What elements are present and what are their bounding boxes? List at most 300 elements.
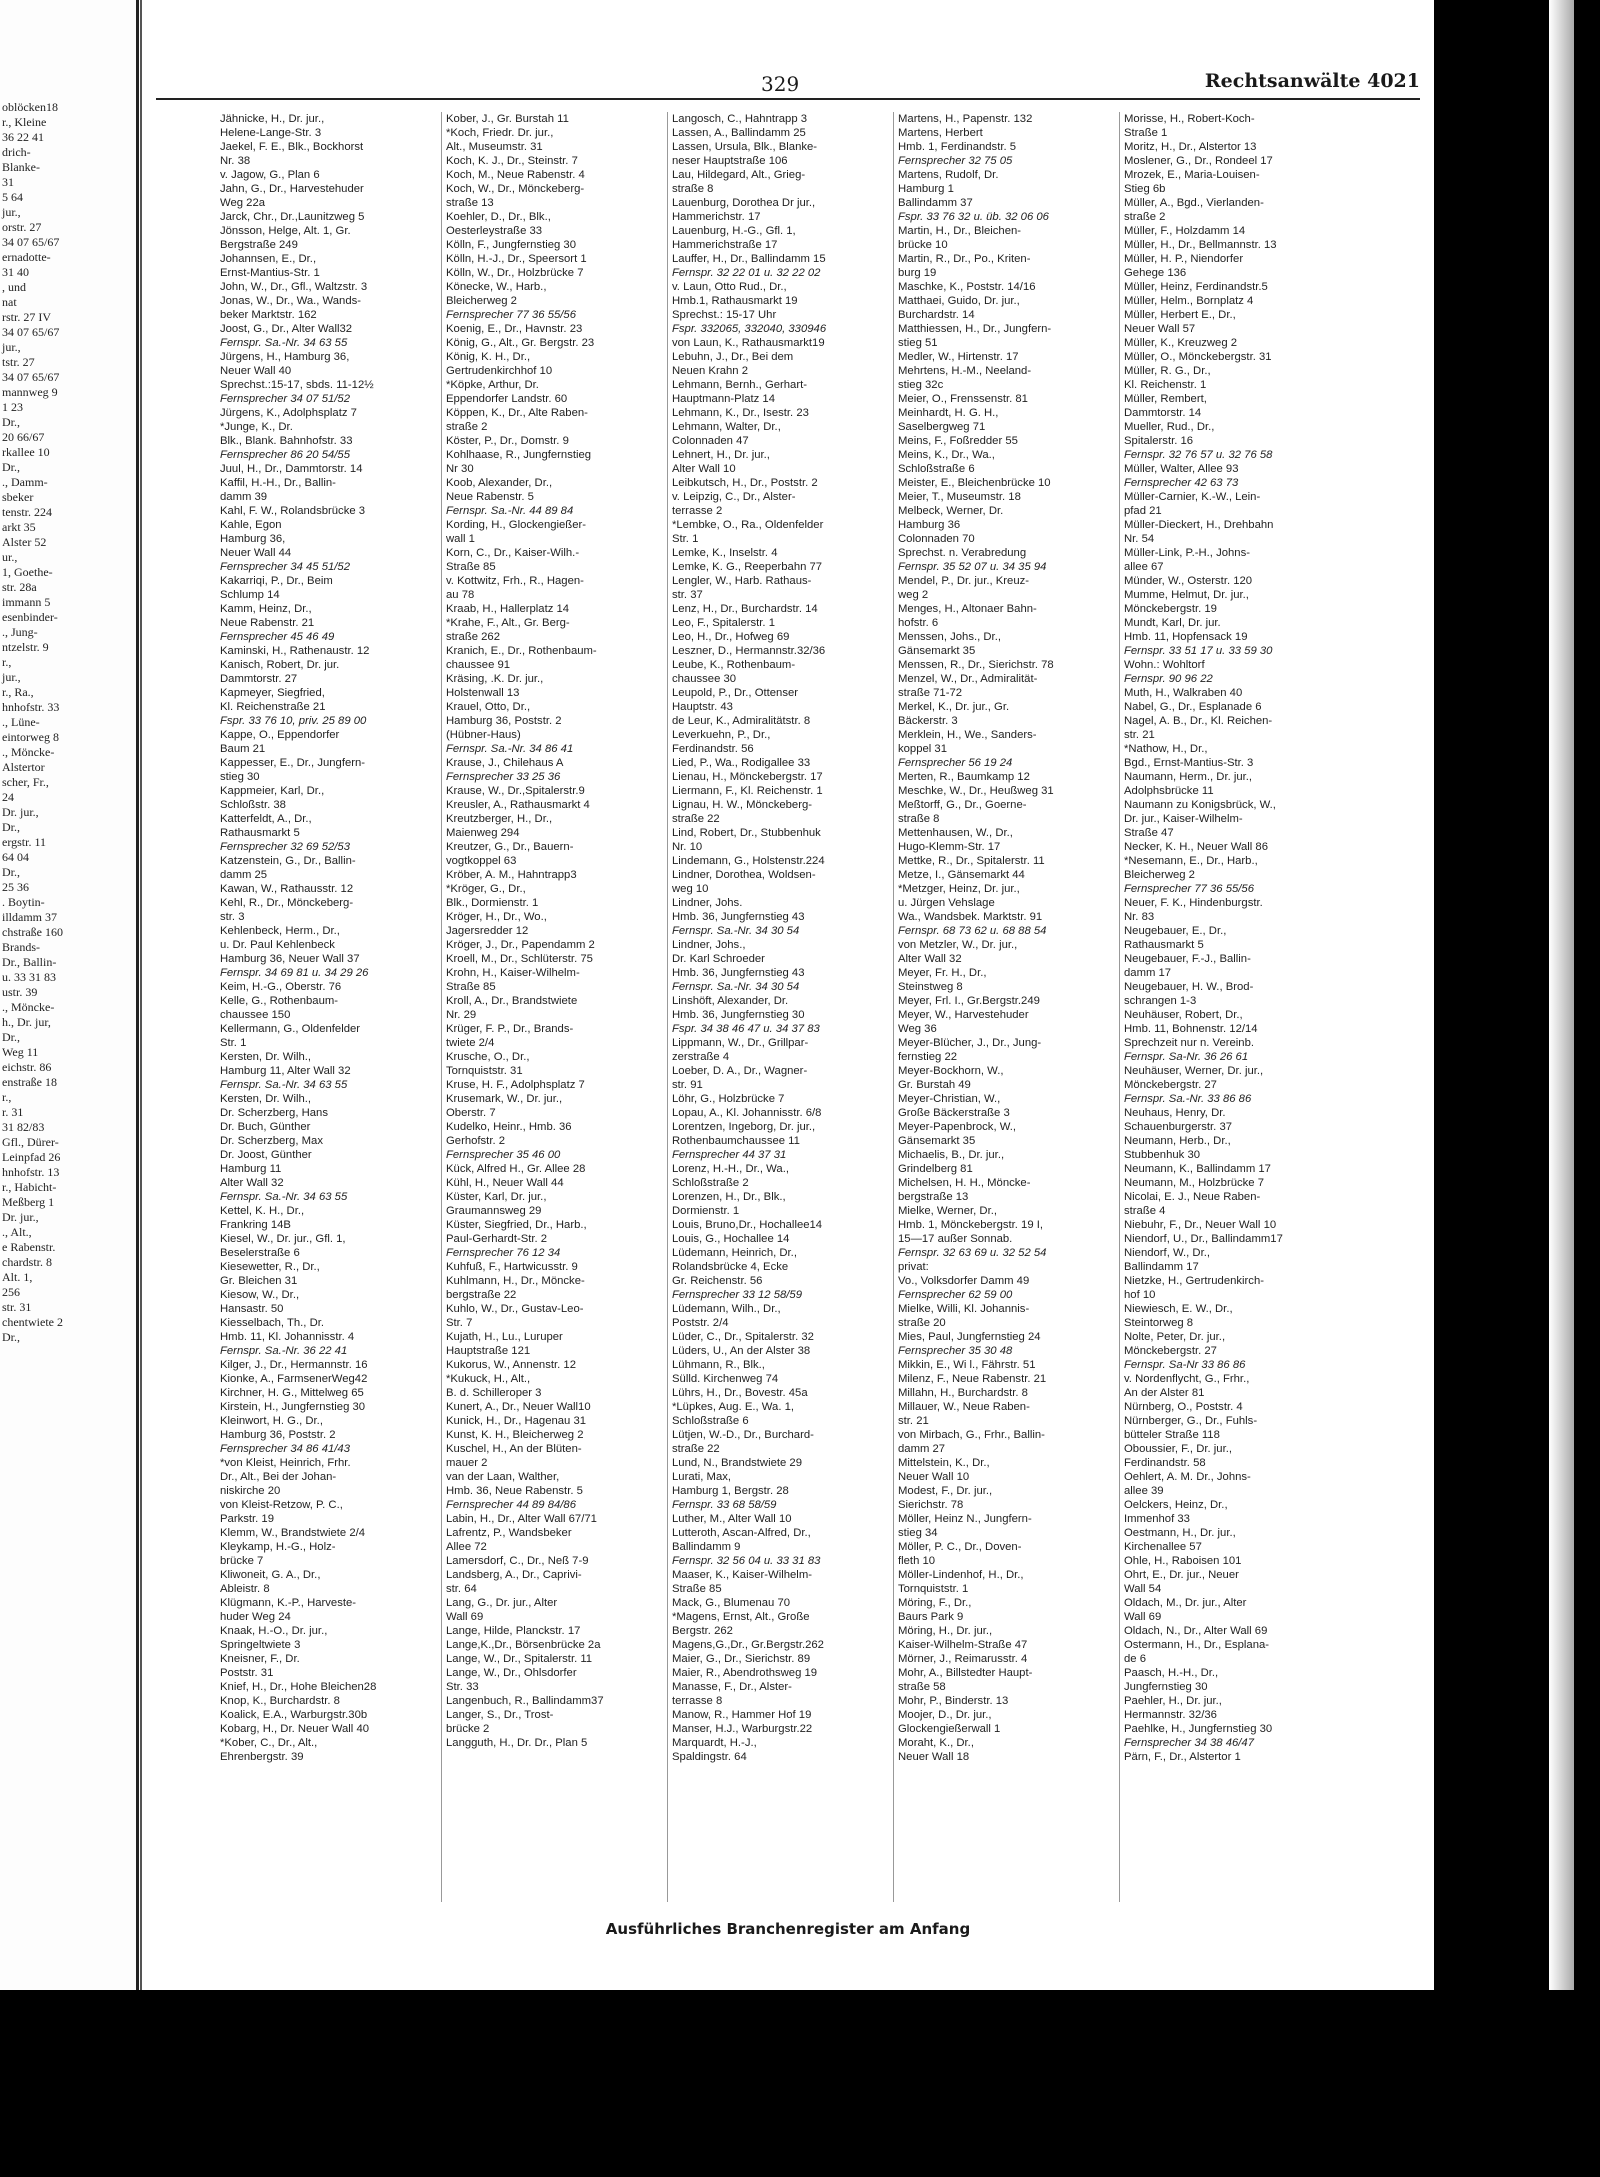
directory-entry-line: Fernsprecher 34 86 41/43 [220,1443,350,1455]
previous-page-fragment: eintorweg 8 [2,730,59,744]
directory-entry-line: Fernspr. 34 69 81 u. 34 29 26 [220,967,369,979]
directory-entry-line: Immenhof 33 [1124,1513,1190,1525]
directory-entry-line: Dr. Scherzberg, Hans [220,1107,328,1119]
directory-entry-line: Weg 36 [898,1023,937,1035]
previous-page-fragment: r., [2,655,12,669]
previous-page-fragment: 36 22 41 [2,130,44,144]
directory-entry-line: Kanisch, Robert, Dr. jur. [220,659,340,671]
directory-entry-line: Dammtorstr. 27 [220,673,298,685]
directory-entry-line: Klügmann, K.-P., Harveste- [220,1597,357,1609]
directory-entry-line: Kleinwort, H. G., Dr., [220,1415,323,1427]
binding-shadow [1549,0,1574,1990]
directory-entry-line: (Hübner-Haus) [446,729,521,741]
directory-entry-line: *Kober, C., Dr., Alt., [220,1737,318,1749]
directory-entry-line: Lemke, K., Inselstr. 4 [672,547,778,559]
directory-entry-line: Lebuhn, J., Dr., Bei dem [672,351,794,363]
directory-entry-line: Krause, J., Chilehaus A [446,757,564,769]
column-1 [216,112,442,1902]
directory-entry-line: Müller, Rembert, [1124,393,1207,405]
directory-entry-line: Necker, K. H., Neuer Wall 86 [1124,841,1268,853]
directory-entry-line: Müller, K., Kreuzweg 2 [1124,337,1238,349]
directory-entry-line: Kück, Alfred H., Gr. Allee 28 [446,1163,586,1175]
directory-entry-line: Beselerstraße 6 [220,1247,300,1259]
directory-entry-line: Langer, S., Dr., Trost- [446,1709,554,1721]
directory-entry-line: Koenig, E., Dr., Havnstr. 23 [446,323,583,335]
directory-entry-line: Nabel, G., Dr., Esplanade 6 [1124,701,1262,713]
directory-entry-line: Rathausmarkt 5 [1124,939,1204,951]
directory-entry-line: v. Nordenflycht, G., Frhr., [1124,1373,1250,1385]
directory-entry-line: Sülld. Kirchenweg 74 [672,1373,779,1385]
directory-entry-line: Kiesselbach, Th., Dr. [220,1317,325,1329]
directory-entry-line: Kölln, W., Dr., Holzbrücke 7 [446,267,584,279]
directory-entry-line: Fernspr. Sa.-Nr. 34 63 55 [220,337,348,349]
directory-entry-line: Kröger, H., Dr., Wo., [446,911,547,923]
directory-entry-line: Maaser, K., Kaiser-Wilhelm- [672,1569,812,1581]
directory-entry-line: Neuer Wall 40 [220,365,292,377]
directory-entry-line: Lüdemann, Heinrich, Dr., [672,1247,797,1259]
directory-entry-line: Lange, W., Dr., Ohlsdorfer [446,1667,577,1679]
directory-entry-line: Medler, W., Hirtenstr. 17 [898,351,1019,363]
directory-entry-line: Neugebauer, F.-J., Ballin- [1124,953,1251,965]
previous-page-fragment: tenstr. 224 [2,505,52,519]
directory-entry-line: Kober, J., Gr. Burstah 11 [446,113,569,125]
directory-entry-line: Möller-Lindenhof, H., Dr., [898,1569,1024,1581]
previous-page-fragment: ., Alt., [2,1225,32,1239]
directory-entry-line: Moritz, H., Dr., Alstertor 13 [1124,141,1257,153]
directory-entry-line: Hmb.1, Rathausmarkt 19 [672,295,798,307]
previous-page-fragment: 20 66/67 [2,430,45,444]
directory-entry-line: v. Jagow, G., Plan 6 [220,169,320,181]
directory-entry-line: Leo, F., Spitalerstr. 1 [672,617,775,629]
directory-entry-line: Niendorf, U., Dr., Ballindamm17 [1124,1233,1283,1245]
directory-entry-line: Kunick, H., Dr., Hagenau 31 [446,1415,587,1427]
directory-entry-line: Nicolai, E. J., Neue Raben- [1124,1191,1261,1203]
directory-entry-line: Blk., Dormienstr. 1 [446,897,539,909]
directory-entry-line: Hmb. 36, Jungfernstieg 43 [672,911,805,923]
directory-entry-line: Lurati, Max, [672,1471,732,1483]
directory-entry-line: Maschke, K., Poststr. 14/16 [898,281,1036,293]
directory-entry-line: Kobarg, H., Dr. Neuer Wall 40 [220,1723,370,1735]
previous-page-fragment: str. 31 [2,1300,32,1314]
directory-entry-line: Neuhäuser, Werner, Dr. jur., [1124,1065,1264,1077]
directory-entry-line: Fernspr. Sa-Nr. 36 26 61 [1124,1051,1249,1063]
previous-page-fragment: 24 [2,790,14,804]
directory-entry-line: schrangen 1-3 [1124,995,1197,1007]
directory-entry-line: damm 39 [220,491,268,503]
directory-entry-line: Fernsprecher 33 12 58/59 [672,1289,802,1301]
directory-entry-line: Katterfeldt, A., Dr., [220,813,312,825]
directory-entry-line: Sprechst.:15-17, sbds. 11-12½ [220,379,374,391]
directory-entry-line: Kirchenallee 57 [1124,1541,1202,1553]
directory-entry-line: Millahn, H., Burchardstr. 8 [898,1387,1028,1399]
directory-entry-line: Kaiser-Wilhelm-Straße 47 [898,1639,1028,1651]
directory-entry-line: bütteler Straße 118 [1124,1429,1220,1441]
directory-entry-line: koppel 31 [898,743,947,755]
directory-entry-line: Lindner, Johs., [672,939,746,951]
directory-entry-line: Möller, Heinz N., Jungfern- [898,1513,1032,1525]
previous-page-fragment: r., [2,1090,12,1104]
directory-entry-line: Koch, M., Neue Rabenstr. 4 [446,169,585,181]
directory-entry-line: Hmb. 11, Kl. Johannisstr. 4 [220,1331,355,1343]
directory-entry-line: Kudelko, Heinr., Hmb. 36 [446,1121,572,1133]
directory-entry-line: Nr. 38 [220,155,251,167]
directory-entry-line: Fernspr. Sa.-Nr. 34 86 41 [446,743,574,755]
directory-entry-line: Koob, Alexander, Dr., [446,477,553,489]
directory-entry-line: Martens, H., Papenstr. 132 [898,113,1033,125]
previous-page-fragment: Alt. 1, [2,1270,33,1284]
directory-entry-line: Poststr. 31 [220,1667,274,1679]
directory-entry-line: Rolandsbrücke 4, Ecke [672,1261,789,1273]
directory-entry-line: Fernsprecher 35 46 00 [446,1149,561,1161]
directory-entry-line: Steintorweg 8 [1124,1317,1194,1329]
directory-entry-line: Neuer, F. K., Hindenburgstr. [1124,897,1263,909]
previous-page-fragment: Dr., Ballin- [2,955,57,969]
directory-entry-line: Dammtorstr. 14 [1124,407,1202,419]
directory-entry-line: Lutteroth, Ascan-Alfred, Dr., [672,1527,811,1539]
directory-entry-line: Lauenburg, Dorothea Dr jur., [672,197,816,209]
directory-entry-line: Lange, W., Dr., Spitalerstr. 11 [446,1653,593,1665]
previous-page-fragment: chentwiete 2 [2,1315,63,1329]
directory-entry-line: Krohn, H., Kaiser-Wilhelm- [446,967,580,979]
directory-entry-line: terrasse 8 [672,1695,723,1707]
directory-entry-line: Straße 47 [1124,827,1174,839]
directory-entry-line: Lüdemann, Wilh., Dr., [672,1303,781,1315]
directory-entry-line: Merten, R., Baumkamp 12 [898,771,1030,783]
directory-entry-line: *Krahe, F., Alt., Gr. Berg- [446,617,570,629]
directory-entry-line: Jarck, Chr., Dr.,Launitzweg 5 [220,211,365,223]
directory-entry-line: Blk., Blank. Bahnhofstr. 33 [220,435,353,447]
directory-entry-line: straße 58 [898,1681,946,1693]
directory-entry-line: Kl. Reichenstraße 21 [220,701,326,713]
directory-entry-line: Bleicherweg 2 [446,295,517,307]
directory-entry-line: Kapmeyer, Siegfried, [220,687,325,699]
directory-entry-line: beker Marktstr. 162 [220,309,317,321]
previous-page-fragment: ustr. 39 [2,985,38,999]
directory-entry-line: *Nesemann, E., Dr., Harb., [1124,855,1258,867]
directory-entry-line: str. 91 [672,1079,703,1091]
previous-page-fragment: str. 28a [2,580,37,594]
directory-entry-line: allee 39 [1124,1485,1164,1497]
directory-entry-line: Bgd., Ernst-Mantius-Str. 3 [1124,757,1254,769]
directory-entry-line: Schauenburgerstr. 37 [1124,1121,1233,1133]
directory-entry-line: Meyer-Christian, W., [898,1093,1001,1105]
directory-entry-line: niskirche 20 [220,1485,281,1497]
directory-entry-line: hofstr. 6 [898,617,939,629]
directory-entry-line: au 78 [446,589,475,601]
directory-entry-line: Martin, R., Dr., Po., Kriten- [898,253,1031,265]
directory-entry-line: u. Dr. Paul Kehlenbeck [220,939,335,951]
directory-entry-line: Fernsprecher 77 36 55/56 [1124,883,1254,895]
directory-entry-line: Kneisner, F., Dr. [220,1653,300,1665]
directory-entry-line: Gr. Bleichen 31 [220,1275,298,1287]
directory-entry-line: str. 21 [898,1415,929,1427]
directory-entry-line: Fernspr. Sa.-Nr. 34 63 55 [220,1079,348,1091]
directory-entry-line: Schloßstraße 2 [672,1177,749,1189]
previous-page-fragment: Dr., [2,820,20,834]
directory-entry-line: Kappe, O., Eppendorfer [220,729,340,741]
directory-entry-line: Ballindamm 37 [898,197,973,209]
directory-entry-line: Mohr, P., Binderstr. 13 [898,1695,1009,1707]
directory-entry-line: Koch, K. J., Dr., Steinstr. 7 [446,155,578,167]
directory-entry-line: *Koch, Friedr. Dr. jur., [446,127,554,139]
directory-entry-line: Mohr, A., Billstedter Haupt- [898,1667,1033,1679]
directory-entry-line: Kiesewetter, R., Dr., [220,1261,320,1273]
directory-entry-line: Mueller, Rud., Dr., [1124,421,1215,433]
directory-entry-line: Fernsprecher 45 46 49 [220,631,335,643]
previous-page-fragment: chardstr. 8 [2,1255,52,1269]
directory-entry-line: Kohlhaase, R., Jungfernstieg [446,449,592,461]
previous-page-fragment: illdamm 37 [2,910,57,924]
directory-entry-line: Oldach, N., Dr., Alter Wall 69 [1124,1625,1268,1637]
directory-entry-line: Kappesser, E., Dr., Jungfern- [220,757,366,769]
directory-entry-line: Müller, H. P., Niendorfer [1124,253,1244,265]
directory-entry-line: Lüders, U., An der Alster 38 [672,1345,811,1357]
directory-entry-line: Nr. 10 [672,841,703,853]
previous-page-fragment: oblöcken18 [2,100,58,114]
directory-entry-line: straße 22 [672,1443,720,1455]
directory-entry-line: straße 13 [446,197,494,209]
directory-entry-line: Lange,K.,Dr., Börsenbrücke 2a [446,1639,601,1651]
directory-entry-line: Kroll, A., Dr., Brandstwiete [446,995,578,1007]
directory-entry-line: Fernspr. Sa.-Nr. 36 22 41 [220,1345,348,1357]
previous-page-fragment: Dr., [2,415,20,429]
directory-entry-line: Kreutzberger, H., Dr., [446,813,553,825]
directory-entry-line: str. 21 [1124,729,1155,741]
previous-page-fragment: Gfl., Dürer- [2,1135,59,1149]
directory-entry-line: Kroell, M., Dr., Schlüterstr. 75 [446,953,593,965]
directory-entry-line: Mrozek, E., Maria-Louisen- [1124,169,1260,181]
directory-entry-line: Saselbergweg 71 [898,421,986,433]
directory-entry-line: Kehl, R., Dr., Mönckeberg- [220,897,354,909]
directory-entry-line: Keim, H.-G., Oberstr. 76 [220,981,342,993]
directory-entry-line: Kraab, H., Hallerplatz 14 [446,603,570,615]
directory-entry-line: Nr. 29 [446,1009,477,1021]
directory-entry-line: Michaelis, B., Dr. jur., [898,1149,1005,1161]
directory-entry-line: Nürnberg, O., Poststr. 4 [1124,1401,1243,1413]
directory-entry-line: Hugo-Klemm-Str. 17 [898,841,1001,853]
directory-entry-line: Köster, P., Dr., Domstr. 9 [446,435,569,447]
previous-page-fragment: . Boytin- [2,895,45,909]
directory-entry-line: Meyer-Papenbrock, W., [898,1121,1017,1133]
directory-entry-line: straße 22 [672,813,720,825]
directory-entry-line: Oesterleystraße 33 [446,225,543,237]
directory-entry-line: stieg 51 [898,337,938,349]
directory-entry-line: Neue Rabenstr. 21 [220,617,315,629]
directory-entry-line: *Metzger, Heinz, Dr. jur., [898,883,1020,895]
directory-entry-line: brücke 2 [446,1723,490,1735]
directory-entry-line: Hamburg 36, Neuer Wall 37 [220,953,360,965]
directory-entry-line: Glockengießerwall 1 [898,1723,1001,1735]
directory-entry-line: Burchardstr. 14 [898,309,975,321]
column-3 [668,112,894,1902]
directory-entry-line: Nr 30 [446,463,474,475]
directory-entry-line: Wohn.: Wohltorf [1124,659,1205,671]
directory-entry-line: Dr., Alt., Bei der Johan- [220,1471,337,1483]
directory-entry-line: B. d. Schilleroper 3 [446,1387,542,1399]
directory-entry-line: Jungfernstieg 30 [1124,1681,1208,1693]
directory-entry-line: Lienau, H., Mönckebergstr. 17 [672,771,823,783]
directory-entry-line: Gr. Reichenstr. 56 [672,1275,763,1287]
directory-entry-line: Oboussier, F., Dr. jur., [1124,1443,1232,1455]
previous-page-fragment: r. 31 [2,1105,24,1119]
column-2 [442,112,668,1902]
directory-entry-line: Mörner, J., Reimarusstr. 4 [898,1653,1028,1665]
directory-entry-line: Kleykamp, H.-G., Holz- [220,1541,336,1553]
directory-entry-line: Meinhardt, H. G. H., [898,407,999,419]
directory-entry-line: Müller, R. G., Dr., [1124,365,1211,377]
directory-entry-line: bergstraße 13 [898,1191,969,1203]
directory-entry-line: Krusemark, W., Dr. jur., [446,1093,563,1105]
directory-entry-line: Kiesel, W., Dr. jur., Gfl. 1, [220,1233,346,1245]
directory-entry-line: Maier, R., Abendrothsweg 19 [672,1667,818,1679]
directory-entry-line: Moojer, D., Dr. jur., [898,1709,992,1721]
directory-entry-line: Fspr. 33 76 32 u. üb. 32 06 06 [898,211,1049,223]
previous-page-fragment: Brands- [2,940,40,954]
directory-entry-line: Leszner, D., Hermannstr.32/36 [672,645,826,657]
directory-entry-line: straße 262 [446,631,501,643]
directory-entry-line: Sprechst.: 15-17 Uhr [672,309,777,321]
directory-entry-line: Luther, M., Alter Wall 10 [672,1513,792,1525]
directory-entry-line: Pärn, F., Dr., Alstertor 1 [1124,1751,1241,1763]
directory-entry-line: Alter Wall 10 [672,463,736,475]
directory-entry-line: Klemm, W., Brandstwiete 2/4 [220,1527,366,1539]
directory-entry-line: Fernsprecher 86 20 54/55 [220,449,350,461]
directory-entry-line: Mikkin, E., Wi l., Fährstr. 51 [898,1359,1036,1371]
directory-entry-line: Jaekel, F. E., Blk., Bockhorst [220,141,364,153]
previous-page-fragment: 256 [2,1285,20,1299]
previous-page-fragment: enstraße 18 [2,1075,57,1089]
directory-entry-line: Kunst, K. H., Bleicherweg 2 [446,1429,584,1441]
directory-entry-line: Fernsprecher 32 75 05 [898,155,1013,167]
previous-page-fragment: Meßberg 1 [2,1195,55,1209]
directory-entry-line: Meßtorff, G., Dr., Goerne- [898,799,1027,811]
directory-entry-line: Neue Rabenstr. 5 [446,491,534,503]
directory-entry-line: Menzel, W., Dr., Admiralität- [898,673,1038,685]
directory-entry-line: Neuer Wall 18 [898,1751,970,1763]
directory-entry-line: Meins, K., Dr., Wa., [898,449,995,461]
directory-entry-line: Kaffil, H.-H., Dr., Ballin- [220,477,336,489]
directory-entry-line: Lehmann, Bernh., Gerhart- [672,379,808,391]
previous-page-fragments [0,100,63,1345]
directory-entry-line: *Junge, K., Dr. [220,421,293,433]
directory-entry-line: Müller, F., Holzdamm 14 [1124,225,1246,237]
directory-entry-line: straße 4 [1124,1205,1166,1217]
directory-entry-line: Fernsprecher 44 89 84/86 [446,1499,576,1511]
directory-entry-line: Labin, H., Dr., Alter Wall 67/71 [446,1513,597,1525]
directory-entry-line: Nr. 54 [1124,533,1155,545]
directory-entry-line: von Mirbach, G., Frhr., Ballin- [898,1429,1045,1441]
directory-entry-line: Colonnaden 47 [672,435,749,447]
directory-entry-line: twiete 2/4 [446,1037,495,1049]
directory-entry-line: *Nathow, H., Dr., [1124,743,1208,755]
directory-entry-line: Lütjen, W.-D., Dr., Burchard- [672,1429,814,1441]
previous-page-fragment: hnhofstr. 13 [2,1165,60,1179]
directory-entry-line: Krause, W., Dr.,Spitalerstr.9 [446,785,585,797]
directory-entry-line: Kölln, H.-J., Dr., Speersort 1 [446,253,587,265]
directory-entry-line: Lüder, C., Dr., Spitalerstr. 32 [672,1331,814,1343]
directory-entry-line: Fernsprecher 42 63 73 [1124,477,1239,489]
directory-entry-line: Lau, Hildegard, Alt., Grieg- [672,169,806,181]
directory-entry-line: Melbeck, Werner, Dr. [898,505,1004,517]
directory-entry-line: Neuhäuser, Robert, Dr., [1124,1009,1243,1021]
directory-entry-line: Straße 85 [446,981,496,993]
directory-entry-line: Milenz, F., Neue Rabenstr. 21 [898,1373,1047,1385]
directory-entry-line: Lindemann, G., Holstenstr.224 [672,855,825,867]
directory-entry-line: Str. 1 [672,533,699,545]
previous-page-fragment: nat [2,295,17,309]
directory-entry-line: Poststr. 2/4 [672,1317,729,1329]
directory-entry-line: Straße 85 [446,561,496,573]
directory-entry-line: Ohrt, E., Dr. jur., Neuer [1124,1569,1239,1581]
directory-entry-line: Hmb. 36, Jungfernstieg 43 [672,967,805,979]
directory-entry-line: Baum 21 [220,743,266,755]
directory-entry-line: Parkstr. 19 [220,1513,274,1525]
directory-entry-line: straße 2 [446,421,488,433]
directory-entry-line: Mies, Paul, Jungfernstieg 24 [898,1331,1041,1343]
previous-page-fragment: 5 64 [2,190,23,204]
directory-entry-line: Hmb. 36, Jungfernstieg 30 [672,1009,805,1021]
directory-entry-line: Jagersredder 12 [446,925,529,937]
directory-entry-line: Fernspr. 32 22 01 u. 32 22 02 [672,267,821,279]
column-5 [1120,112,1346,1902]
directory-entry-line: Mumme, Helmut, Dr. jur., [1124,589,1249,601]
directory-entry-line: Kording, H., Glockengießer- [446,519,587,531]
directory-entry-line: Lopau, A., Kl. Johannisstr. 6/8 [672,1107,822,1119]
directory-entry-line: Allee 72 [446,1541,487,1553]
directory-entry-line: König, K. H., Dr., [446,351,531,363]
directory-entry-line: weg 2 [898,589,929,601]
directory-entry-line: Lippmann, W., Dr., Grillpar- [672,1037,809,1049]
page-header [156,68,1420,100]
directory-entry-line: Tornquiststr. 1 [898,1583,969,1595]
directory-entry-line: Oelckers, Heinz, Dr., [1124,1499,1228,1511]
directory-entry-line: Kölln, F., Jungfernstieg 30 [446,239,576,251]
directory-entry-line: Kilger, J., Dr., Hermannstr. 16 [220,1359,368,1371]
directory-entry-line: Lauenburg, H.-G., Gfl. 1, [672,225,796,237]
previous-page-fragment: immann 5 [2,595,51,609]
directory-entry-line: bergstraße 22 [446,1289,517,1301]
directory-entry-line: Fernspr. Sa.-Nr. 34 30 54 [672,981,800,993]
directory-entry-line: Schloßstraße 6 [672,1415,749,1427]
directory-entry-line: Kettel, K. H., Dr., [220,1205,305,1217]
directory-entry-line: Lied, P., Wa., Rodigallee 33 [672,757,811,769]
directory-entry-line: Alter Wall 32 [898,953,962,965]
previous-page-fragment: Dr. jur., [2,805,39,819]
directory-entry-line: Kehlenbeck, Herm., Dr., [220,925,340,937]
directory-entry-line: Löhr, G., Holzbrücke 7 [672,1093,785,1105]
directory-entry-line: Fspr. 332065, 332040, 330946 [672,323,827,335]
directory-entry-line: Lorenz, H.-H., Dr., Wa., [672,1163,789,1175]
previous-page-fragment: 34 07 65/67 [2,325,60,339]
directory-entry-line: Hammerichstraße 17 [672,239,778,251]
directory-entry-line: Merkel, K., Dr. jur., Gr. [898,701,1010,713]
directory-entry-line: u. Jürgen Vehslage [898,897,995,909]
directory-entry-line: Martin, H., Dr., Bleichen- [898,225,1022,237]
directory-entry-line: Rothenbaumchaussee 11 [672,1135,800,1147]
directory-entry-line: Mehrtens, H.-M., Neeland- [898,365,1032,377]
directory-entry-line: Nr. 83 [1124,911,1155,923]
directory-entry-line: Oldach, M., Dr. jur., Alter [1124,1597,1247,1609]
directory-entry-line: Meins, F., Foßredder 55 [898,435,1018,447]
previous-page-fragment: 31 40 [2,265,29,279]
directory-entry-line: Fernsprecher 56 19 24 [898,757,1013,769]
previous-page-fragment: arkt 35 [2,520,36,534]
directory-entry-line: Lafrentz, P., Wandsbeker [446,1527,572,1539]
directory-entry-line: Niewiesch, E. W., Dr., [1124,1303,1233,1315]
directory-entry-line: Kellermann, G., Oldenfelder [220,1023,361,1035]
directory-entry-line: Johannsen, E., Dr., [220,253,317,265]
directory-entry-line: Kl. Reichenstr. 1 [1124,379,1207,391]
